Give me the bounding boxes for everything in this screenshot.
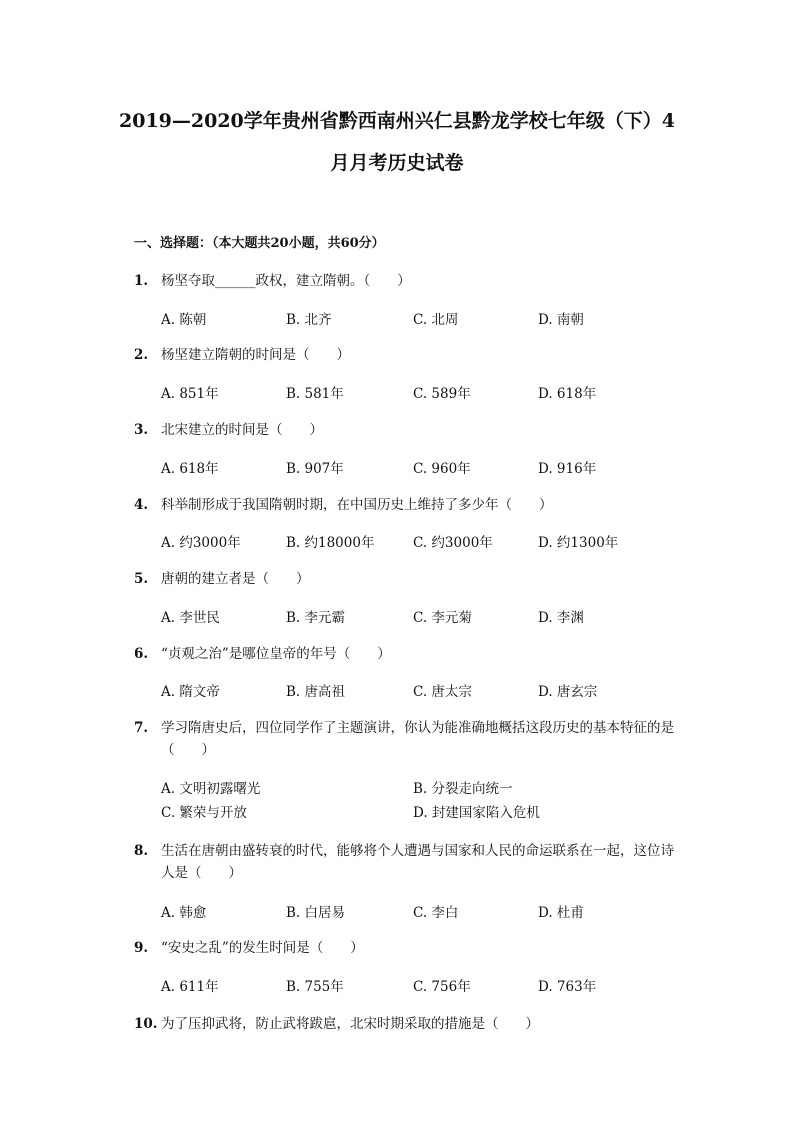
option-c[interactable]: C. 756年 xyxy=(413,979,471,995)
option-b[interactable]: B. 907年 xyxy=(286,461,344,477)
question-stem: 学习隋唐史后，四位同学作了主题演讲，你认为能准确地概括这段历史的基本特征的是（ ） xyxy=(161,720,674,758)
question-number: 2. xyxy=(134,347,149,363)
option-d[interactable]: D. 唐玄宗 xyxy=(538,684,598,700)
question-stem: 生活在唐朝由盛转衰的时代，能够将个人遭遇与国家和人民的命运联系在一起，这位诗人是（ ） xyxy=(161,843,674,881)
option-c[interactable]: C. 960年 xyxy=(413,461,471,477)
option-b[interactable]: B. 唐高祖 xyxy=(286,684,346,700)
options-q2 xyxy=(161,382,681,404)
option-d[interactable]: D. 618年 xyxy=(538,386,597,402)
option-c[interactable]: C. 李元菊 xyxy=(413,610,472,626)
option-d[interactable]: D. 李渊 xyxy=(538,610,584,626)
question-stem: 唐朝的建立者是（ ） xyxy=(161,571,310,587)
option-c[interactable]: C. 繁荣与开放 xyxy=(161,805,247,821)
question-10 xyxy=(134,1013,674,1035)
question-3 xyxy=(134,419,674,441)
question-stem: 科举制形成于我国隋朝时期，在中国历史上维持了多少年（ ） xyxy=(161,497,553,513)
question-8 xyxy=(134,840,674,884)
option-c[interactable]: C. 李白 xyxy=(413,905,459,921)
question-5 xyxy=(134,568,674,590)
option-d[interactable]: D. 南朝 xyxy=(538,312,584,328)
option-d[interactable]: D. 763年 xyxy=(538,979,597,995)
option-a[interactable]: A. 约3000年 xyxy=(161,535,241,551)
question-number: 5. xyxy=(134,571,149,587)
option-b[interactable]: B. 755年 xyxy=(286,979,344,995)
question-7 xyxy=(134,717,674,761)
option-c[interactable]: C. 唐太宗 xyxy=(413,684,472,700)
question-number: 10. xyxy=(134,1016,158,1032)
option-b[interactable]: B. 581年 xyxy=(286,386,344,402)
option-b[interactable]: B. 白居易 xyxy=(286,905,346,921)
question-number: 4. xyxy=(134,497,149,513)
option-b[interactable]: B. 北齐 xyxy=(286,312,332,328)
option-a[interactable]: A. 韩愈 xyxy=(161,905,207,921)
option-a[interactable]: A. 611年 xyxy=(161,979,219,995)
question-stem: 杨坚建立隋朝的时间是（ ） xyxy=(161,347,350,363)
question-stem: 北宋建立的时间是（ ） xyxy=(161,422,323,438)
option-c[interactable]: C. 589年 xyxy=(413,386,471,402)
question-6 xyxy=(134,643,674,665)
option-a[interactable]: A. 陈朝 xyxy=(161,312,207,328)
question-number: 7. xyxy=(134,720,149,736)
option-d[interactable]: D. 封建国家陷入危机 xyxy=(413,805,540,821)
option-d[interactable]: D. 杜甫 xyxy=(538,905,584,921)
exam-title-line2: 月月考历史试卷 xyxy=(330,152,464,174)
options-q3 xyxy=(161,457,681,479)
option-a[interactable]: A. 851年 xyxy=(161,386,219,402)
option-b[interactable]: B. 分裂走向统一 xyxy=(413,781,513,797)
options-q6 xyxy=(161,680,681,702)
question-number: 6. xyxy=(134,646,149,662)
question-stem: 为了压抑武将，防止武将跋扈，北宋时期采取的措施是（ ） xyxy=(161,1016,539,1032)
question-number: 9. xyxy=(134,940,149,956)
question-number: 1. xyxy=(134,273,149,289)
option-a[interactable]: A. 隋文帝 xyxy=(161,684,220,700)
options-q1 xyxy=(161,308,681,330)
options-q7-row1 xyxy=(161,777,681,799)
question-stem: “贞观之治”是哪位皇帝的年号（ ） xyxy=(161,646,391,662)
question-1 xyxy=(134,270,674,292)
option-a[interactable]: A. 文明初露曙光 xyxy=(161,781,261,797)
exam-title-line1: 2019—2020学年贵州省黔西南州兴仁县黔龙学校七年级（下）4 xyxy=(119,110,675,132)
option-b[interactable]: B. 约18000年 xyxy=(286,535,375,551)
options-q4 xyxy=(161,531,681,553)
option-d[interactable]: D. 约1300年 xyxy=(538,535,619,551)
options-q7-row2 xyxy=(161,801,681,823)
question-4 xyxy=(134,494,674,516)
question-number: 8. xyxy=(134,843,149,859)
question-9 xyxy=(134,937,674,959)
options-q5 xyxy=(161,606,681,628)
question-stem: “安史之乱”的发生时间是（ ） xyxy=(161,940,364,956)
option-a[interactable]: A. 李世民 xyxy=(161,610,220,626)
options-q8 xyxy=(161,901,681,923)
question-stem: 杨坚夺取______政权，建立隋朝。（ ） xyxy=(161,273,411,289)
question-number: 3. xyxy=(134,422,149,438)
options-q9 xyxy=(161,975,681,997)
option-b[interactable]: B. 李元霸 xyxy=(286,610,346,626)
section-heading: 一、选择题：（本大题共20小题，共60分） xyxy=(134,236,385,251)
question-2 xyxy=(134,344,674,366)
option-c[interactable]: C. 约3000年 xyxy=(413,535,493,551)
option-d[interactable]: D. 916年 xyxy=(538,461,597,477)
option-a[interactable]: A. 618年 xyxy=(161,461,219,477)
option-c[interactable]: C. 北周 xyxy=(413,312,459,328)
